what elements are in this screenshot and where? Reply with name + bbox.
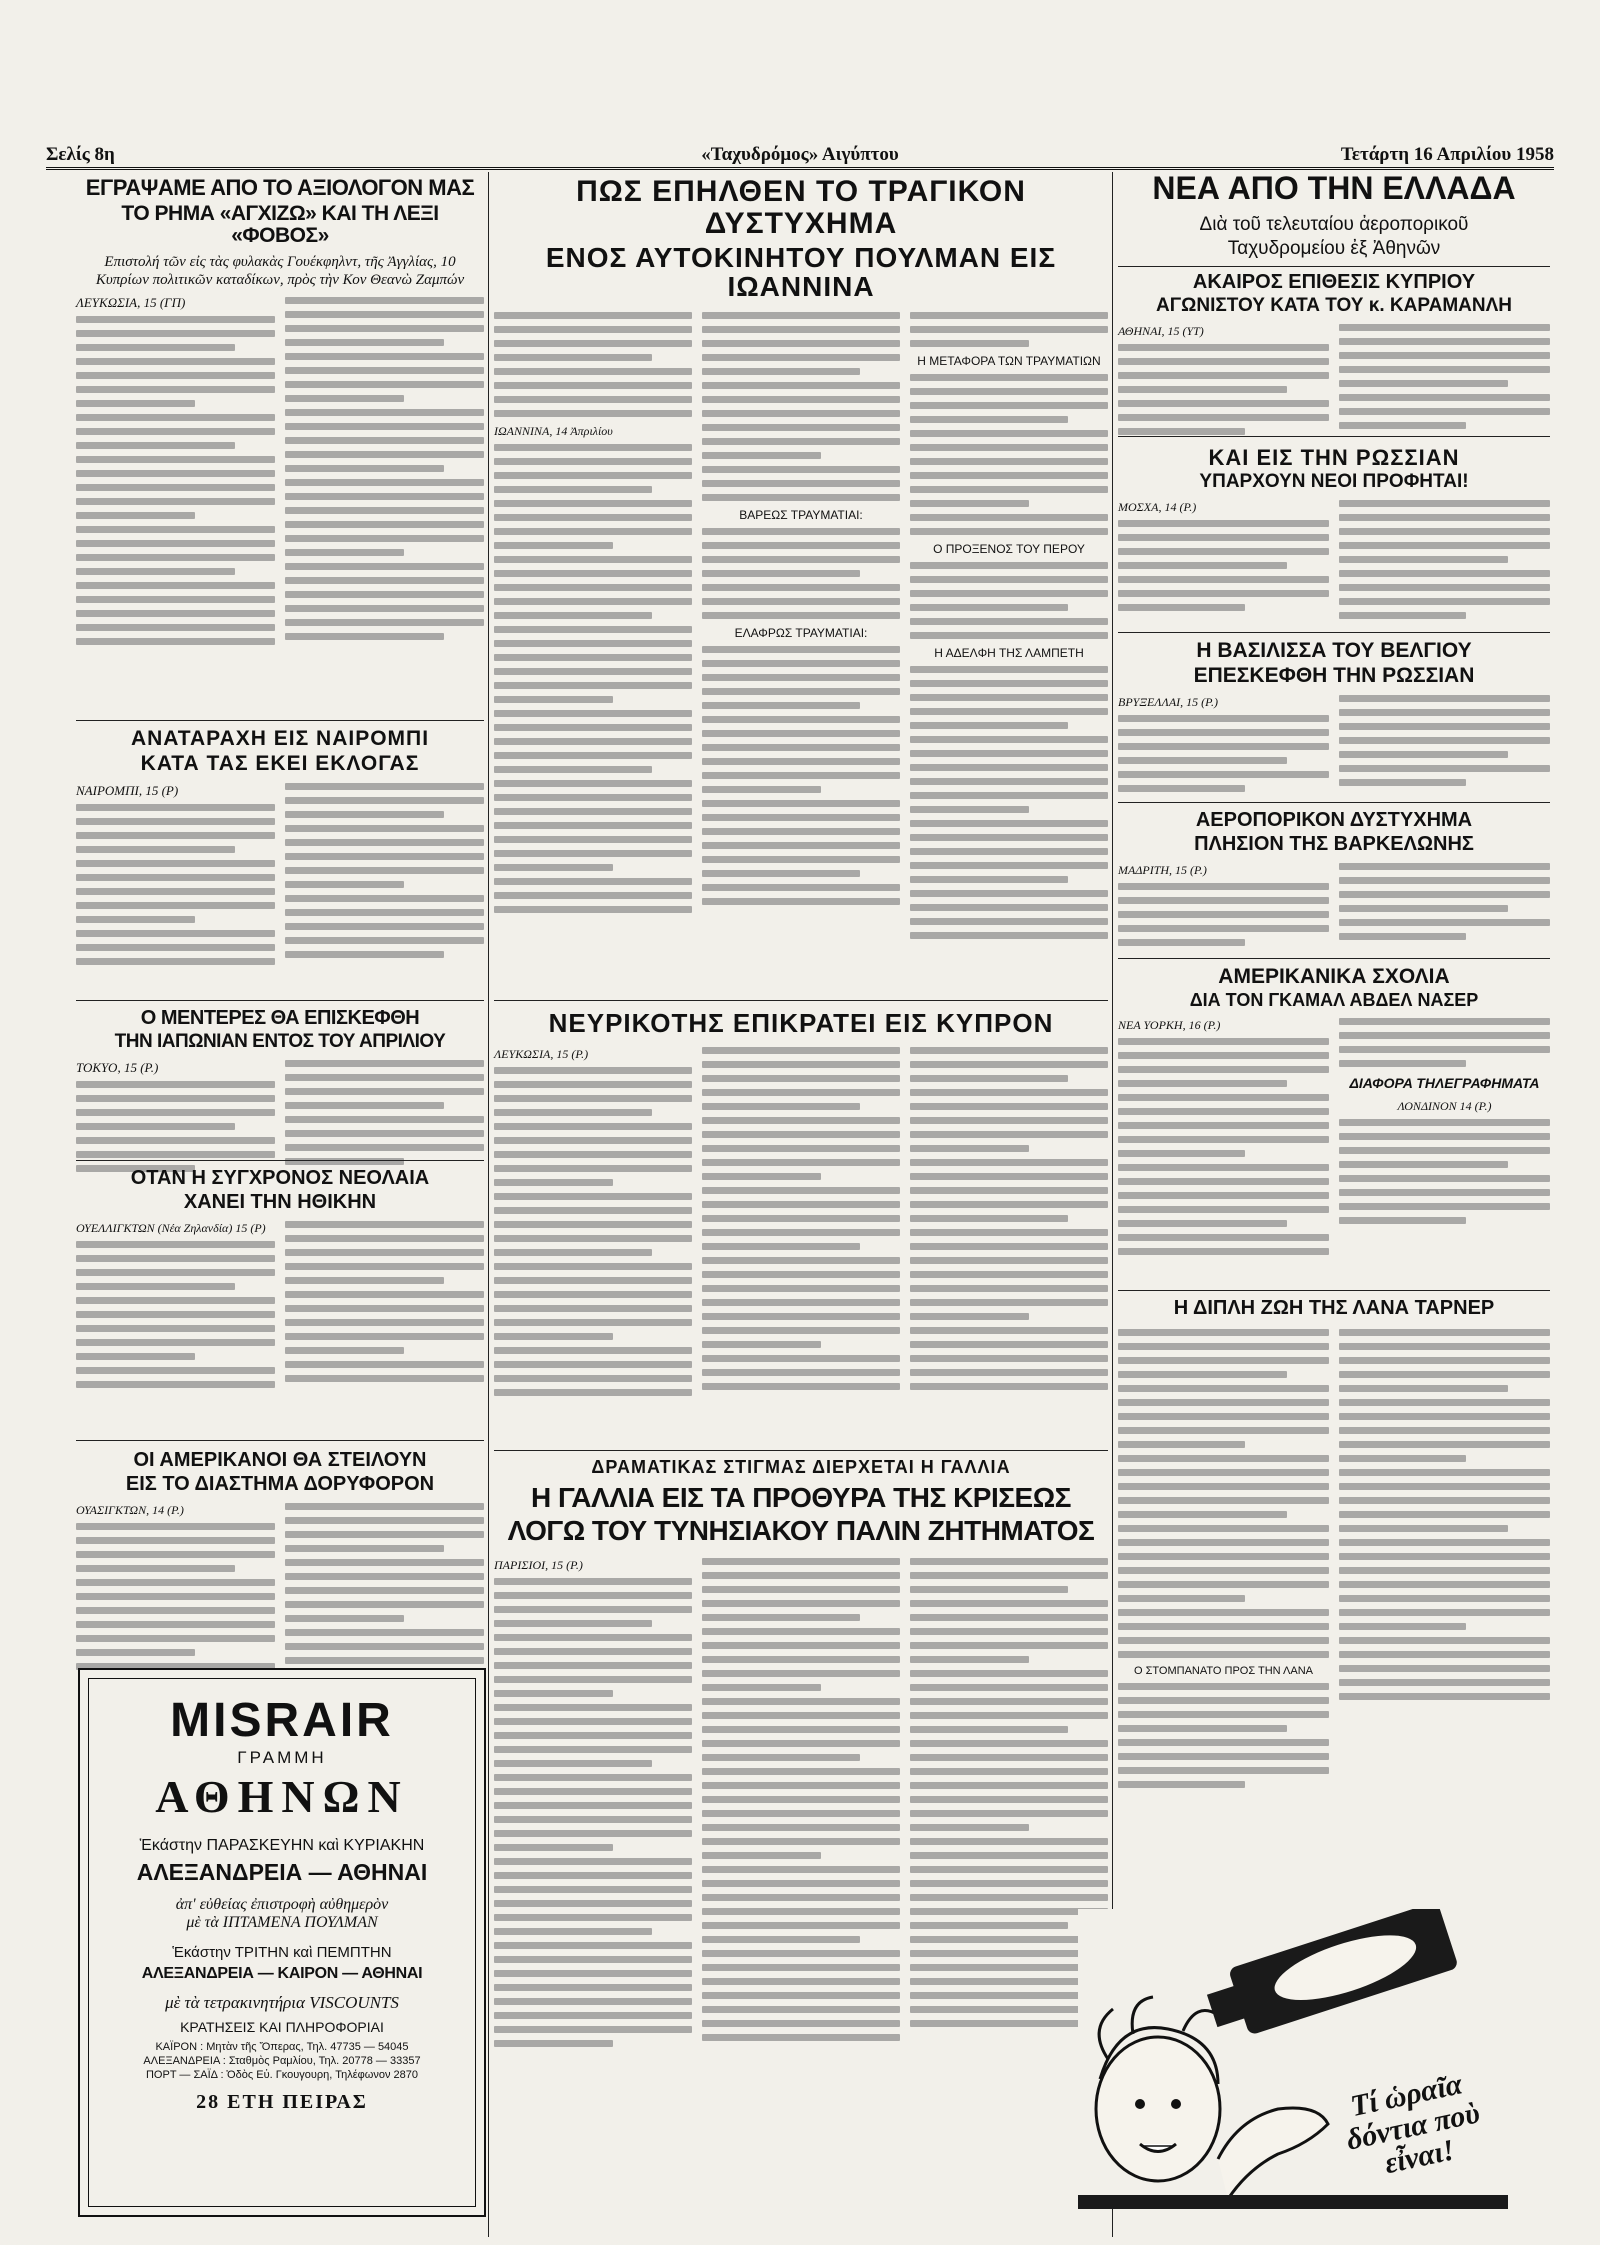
headline: ΑΝΑΤΑΡΑΧΗ ΕΙΣ ΝΑΙΡΟΜΠΙ: [130, 727, 430, 750]
masthead: [46, 142, 1554, 170]
headline: ΚΑΤΑ ΤΑΣ ΕΚΕΙ ΕΚΛΟΓΑΣ: [140, 752, 420, 776]
headline: ΔΙΑ ΤΟΝ ΓΚΑΜΑΛ ΑΒΔΕΛ ΝΑΣΕΡ: [1189, 990, 1479, 1011]
section-greece-news: [1118, 172, 1550, 260]
issue-date: Τετάρτη 16 Απριλίου 1958: [1340, 144, 1554, 165]
divider: [1118, 1290, 1550, 1291]
ad-route-1: ΑΛΕΞΑΝΔΡΕΙΑ — ΑΘΗΝΑΙ: [136, 1859, 428, 1885]
dateline: ΟΥΕΛΛΙΓΚΤΩΝ (Νέα Ζηλανδία) 15 (Ρ): [76, 1221, 266, 1235]
ad-address: ΚΑΪΡΟΝ : Μητὰν τῆς Ὄπερας, Τηλ. 47735 — 54045: [155, 2041, 409, 2053]
divider: [76, 720, 484, 721]
article-satellite: [76, 1450, 484, 1677]
article-barcelona-crash: [1118, 810, 1550, 953]
article-nairobi: [76, 728, 484, 972]
dateline: ΠΑΡΙΣΙΟΙ, 15 (Ρ.): [494, 1557, 583, 1572]
headline: Ο ΜΕΝΤΕΡΕΣ ΘΑ ΕΠΙΣΚΕΦΘΗ: [140, 1007, 420, 1029]
article-agchizo: [76, 176, 484, 652]
ad-note: μὲ τὰ τετρακινητήρια VISCOUNTS: [165, 1993, 399, 2012]
subheading: Ο ΠΡΟΞΕΝΟΣ ΤΟΥ ΠΕΡΟΥ: [933, 541, 1085, 556]
ad-bottom-band: [1078, 2195, 1508, 2209]
dateline: ΛΕΥΚΩΣΙΑ, 15 (ΓΠ): [76, 295, 186, 311]
headline: ΛΟΓΩ ΤΟΥ ΤΥΝΗΣΙΑΚΟΥ ΠΑΛΙΝ ΖΗΤΗΜΑΤΟΣ: [507, 1515, 1095, 1547]
article-ioannina-accident: [494, 176, 1108, 946]
divider: [76, 1440, 484, 1441]
article-lana-turner: [1118, 1298, 1550, 1795]
article-belgian-queen: [1118, 640, 1550, 799]
article-france-crisis: [494, 1458, 1108, 2054]
dateline: ΜΟΣΧΑ, 14 (Ρ.): [1118, 500, 1197, 515]
dateline: ΤΟΚΥΟ, 15 (Ρ.): [76, 1059, 159, 1075]
ad-schedule-1: Ἑκάστην ΠΑΡΑΣΚΕΥΗΝ καὶ ΚΥΡΙΑΚΗΝ: [139, 1837, 425, 1854]
headline: ΥΠΑΡΧΟΥΝ ΝΕΟΙ ΠΡΟΦΗΤΑΙ!: [1199, 471, 1469, 493]
kicker: ΔΡΑΜΑΤΙΚΑΣ ΣΤΙΓΜΑΣ ΔΙΕΡΧΕΤΑΙ Η ΓΑΛΛΙΑ: [591, 1457, 1011, 1477]
ad-note: μὲ τὰ ΙΠΤΑΜΕΝΑ ΠΟΥΛΜΑΝ: [186, 1914, 378, 1931]
divider: [1118, 958, 1550, 959]
section-subtitle: Διὰ τοῦ τελευταίου ἀεροπορικοῦ: [1199, 213, 1469, 235]
ad-note: ΚΡΑΤΗΣΕΙΣ ΚΑΙ ΠΛΗΡΟΦΟΡΙΑΙ: [180, 2019, 384, 2035]
divider: [1118, 802, 1550, 803]
dateline: ΝΑΙΡΟΜΠΙ, 15 (Ρ): [76, 783, 179, 799]
headline: ΧΑΝΕΙ ΤΗΝ ΗΘΙΚΗΝ: [183, 1191, 377, 1213]
headline: ΕΓΡΑΨΑΜΕ ΑΠΟ ΤΟ ΑΞΙΟΛΟΓΟΝ ΜΑΣ: [85, 175, 475, 200]
headline: ΠΩΣ ΕΠΗΛΘΕΝ ΤΟ ΤΡΑΓΙΚΟΝ ΔΥΣΤΥΧΗΜΑ: [576, 175, 1026, 240]
ad-schedule-2: Ἑκάστην ΤΡΙΤΗΝ καὶ ΠΕΜΠΤΗΝ: [172, 1944, 392, 1961]
ad-slogan: Τί ὡραῖα δόντια ποὺ εἶναι!: [1343, 2067, 1483, 2181]
article-cyprus: [494, 1010, 1108, 1403]
subheading: Η ΑΔΕΛΦΗ ΤΗΣ ΛΑΜΠΕΤΗ: [934, 645, 1084, 660]
divider: [1118, 632, 1550, 633]
subheading: Η ΜΕΤΑΦΟΡΑ ΤΩΝ ΤΡΑΥΜΑΤΙΩΝ: [917, 353, 1101, 368]
headline: ΑΓΩΝΙΣΤΟΥ ΚΑΤΑ ΤΟΥ κ. ΚΑΡΑΜΑΝΛΗ: [1155, 295, 1512, 316]
divider: [1118, 266, 1550, 267]
divider: [494, 1000, 1108, 1001]
ad-city: ΑΘΗΝΩΝ: [155, 1771, 409, 1822]
headline: ΑΕΡΟΠΟΡΙΚΟΝ ΔΥΣΤΥΧΗΜΑ: [1195, 809, 1473, 831]
toothpaste-advertisement: [1078, 1909, 1508, 2209]
article-karamanlis: [1118, 272, 1550, 442]
dateline: ΙΩΑΝΝΙΝΑ, 14 Ἀπριλίου: [494, 423, 613, 438]
subtitle: Επιστολή τῶν εἰς τὰς φυλακὰς Γουέκφηλντ, τῆς Ἀγγλίας, 10 Κυπρίων πολιτικῶν καταδίκων, πρὸς τὴν Κον Θεανὼ Ζαμπών: [95, 254, 465, 289]
headline: Η ΔΙΠΛΗ ΖΩΗ ΤΗΣ ΛΑΝΑ ΤΑΡΝΕΡ: [1173, 1297, 1495, 1319]
headline: ΟΤΑΝ Η ΣΥΓΧΡΟΝΟΣ ΝΕΟΛΑΙΑ: [130, 1167, 430, 1189]
dateline: ΛΕΥΚΩΣΙΑ, 15 (Ρ.): [494, 1047, 589, 1062]
ad-footer: 28 ΕΤΗ ΠΕΙΡΑΣ: [196, 2091, 368, 2113]
ad-address: ΠΟΡΤ — ΣΑΪΔ : Ὁδὸς Εὐ. Γκουγουρη, Τηλέφωνον 2870: [145, 2069, 418, 2081]
section-title: ΝΕΑ ΑΠΟ ΤΗΝ ΕΛΛΑΔΑ: [1152, 170, 1516, 206]
divider: [76, 1160, 484, 1161]
headline: ΠΛΗΣΙΟΝ ΤΗΣ ΒΑΡΚΕΛΩΝΗΣ: [1194, 833, 1474, 855]
subheading: ΒΑΡΕΩΣ ΤΡΑΥΜΑΤΙΑΙ:: [739, 507, 863, 522]
headline: ΚΑΙ ΕΙΣ ΤΗΝ ΡΩΣΣΙΑΝ: [1208, 445, 1460, 470]
dateline: ΛΟΝΔΙΝΟΝ 14 (Ρ.): [1397, 1098, 1492, 1113]
dateline: ΒΡΥΞΕΛΛΑΙ, 15 (Ρ.): [1118, 695, 1218, 710]
headline: ΑΜΕΡΙΚΑΝΙΚΑ ΣΧΟΛΙΑ: [1218, 965, 1450, 988]
section-subtitle: Ταχυδρομείου ἐξ Ἀθηνῶν: [1227, 237, 1441, 259]
headline: ΤΗΝ ΙΑΠΩΝΙΑΝ ΕΝΤΟΣ ΤΟΥ ΑΠΡΙΛΙΟΥ: [114, 1031, 446, 1052]
newspaper-name: «Ταχυδρόμος» Αιγύπτου: [701, 144, 899, 165]
article-body: [76, 316, 275, 645]
headline: ΕΙΣ ΤΟ ΔΙΑΣΤΗΜΑ ΔΟΡΥΦΟΡΟΝ: [125, 1473, 435, 1495]
page-number: Σελίς 8η: [46, 144, 115, 165]
headline: Η ΒΑΣΙΛΙΣΣΑ ΤΟΥ ΒΕΛΓΙΟΥ: [1196, 639, 1472, 662]
ad-route-2: ΑΛΕΞΑΝΔΡΕΙΑ — ΚΑΙΡΟΝ — ΑΘΗΝΑΙ: [141, 1965, 423, 1982]
headline: ΟΙ ΑΜΕΡΙΚΑΝΟΙ ΘΑ ΣΤΕΙΛΟΥΝ: [133, 1449, 427, 1471]
misrair-advertisement: [78, 1668, 486, 2217]
dateline: ΟΥΑΣΙΓΚΤΩΝ, 14 (Ρ.): [76, 1503, 184, 1517]
headline: Η ΓΑΛΛΙΑ ΕΙΣ ΤΑ ΠΡΟΘΥΡΑ ΤΗΣ ΚΡΙΣΕΩΣ: [531, 1481, 1071, 1513]
headline: ΝΕΥΡΙΚΟΤΗΣ ΕΠΙΚΡΑΤΕΙ ΕΙΣ ΚΥΠΡΟΝ: [548, 1008, 1054, 1038]
article-youth: [76, 1168, 484, 1395]
ad-line: ΓΡΑΜΜΗ: [237, 1748, 327, 1767]
dateline: ΑΘΗΝΑΙ, 15 (ΥΤ): [1118, 323, 1204, 338]
headline: ΑΚΑΙΡΟΣ ΕΠΙΘΕΣΙΣ ΚΥΠΡΙΟΥ: [1192, 271, 1476, 293]
divider: [76, 1000, 484, 1001]
ad-brand: MISRAIR: [170, 1694, 394, 1747]
article-russia-prophets: [1118, 446, 1550, 626]
dateline: ΜΑΔΡΙΤΗ, 15 (Ρ.): [1118, 863, 1207, 877]
subheading: Ο ΣΤΟΜΠΑΝΑΤΟ ΠΡΟΣ ΤΗΝ ΛΑΝΑ: [1133, 1665, 1314, 1677]
headline: ΕΠΕΣΚΕΦΘΗ ΤΗΝ ΡΩΣΣΙΑΝ: [1193, 664, 1475, 688]
ad-note: ἀπ' εὐθείας ἐπιστροφὴ αὐθημερὸν: [175, 1896, 389, 1913]
divider: [1118, 436, 1550, 437]
divider: [494, 1450, 1108, 1451]
telegrams-heading: ΔΙΑΦΟΡΑ ΤΗΛΕΓΡΑΦΗΜΑΤΑ: [1349, 1074, 1540, 1091]
headline: ΕΝΟΣ ΑΥΤΟΚΙΝΗΤΟΥ ΠΟΥΛΜΑΝ ΕΙΣ ΙΩΑΝΝΙΝΑ: [545, 242, 1057, 303]
subheading: ΕΛΑΦΡΩΣ ΤΡΑΥΜΑΤΙΑΙ:: [734, 625, 868, 640]
article-menderes: [76, 1008, 484, 1179]
column-rule: [488, 172, 489, 2237]
article-body: [494, 312, 692, 946]
article-nasser: [1118, 966, 1550, 1262]
dateline: ΝΕΑ ΥΟΡΚΗ, 16 (Ρ.): [1118, 1017, 1221, 1032]
ad-address: ΑΛΕΞΑΝΔΡΕΙΑ : Σταθμὸς Ραμλίου, Τηλ. 20778 — 33357: [143, 2055, 421, 2067]
headline: ΤΟ ΡΗΜΑ «ΑΓΧΙΖΩ» ΚΑΙ ΤΗ ΛΕΞΙ «ΦΟΒΟΣ»: [121, 202, 439, 248]
